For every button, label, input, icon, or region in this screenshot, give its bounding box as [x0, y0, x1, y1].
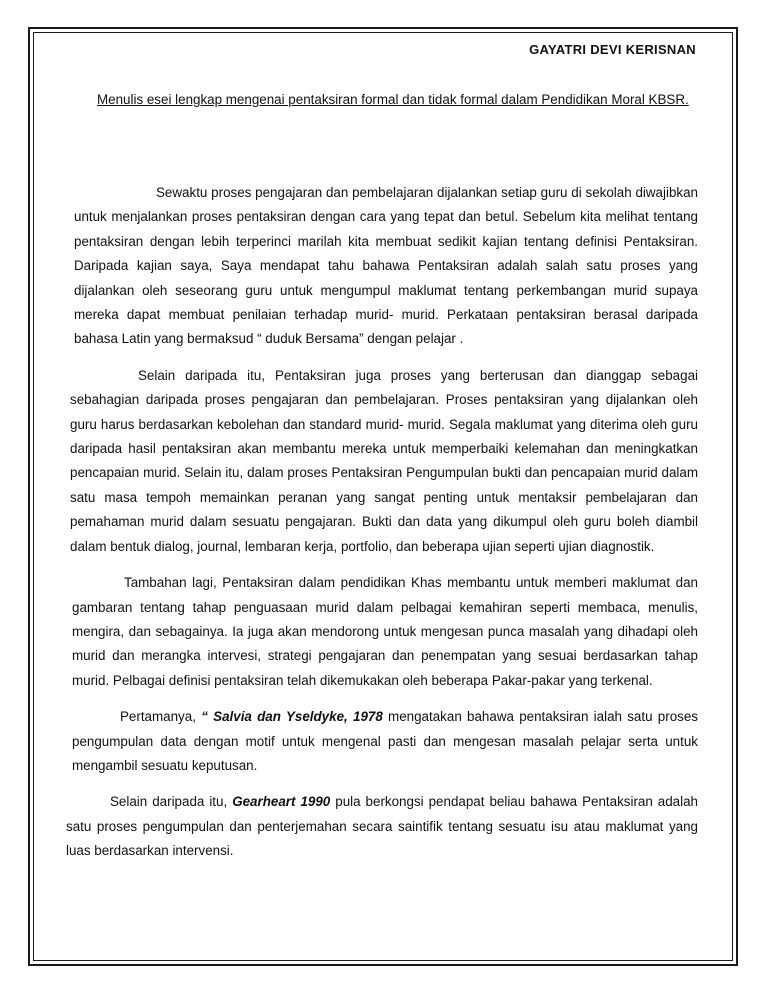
paragraph-text: pula berkongsi pendapat beliau bahawa Pentaksiran adalah satu proses pengumpulan dan penterjemahan secara saintifik tentang sesuatu isu atau maklumat yang luas berdasarkan intervensi.	[66, 794, 698, 859]
paragraph-text: Selain daripada itu, Pentaksiran juga proses yang berterusan dan dianggap sebagai sebahagian daripada proses pengajaran dan pembelajaran. Proses pentaksiran yang dijalankan oleh guru harus berdasarkan kebolehan dan standard murid- murid. Segala maklumat yang diterima oleh guru daripada hasil pentaksiran akan membantu mereka untuk memperbaiki kelemahan dan meningkatkan pencapaian murid. Selain itu, dalam proses Pentaksiran Pengumpulan bukti dan pencapaian murid dalam satu masa tempoh memainkan peranan yang sangat penting untuk mentaksir pembelajaran dan pemahaman murid dalam sesuatu pengajaran. Bukti dan data yang dikumpul oleh guru boleh diambil dalam bentuk dialog, journal, lembaran kerja, portfolio, dan beberapa ujian seperti ujian diagnostik.	[70, 367, 698, 554]
paragraph-text: Sewaktu proses pengajaran dan pembelajaran dijalankan setiap guru di sekolah diwajibkan untuk menjalankan proses pentaksiran dengan cara yang tepat dan betul. Sebelum kita melihat tentang pentaksiran dengan lebih terperinci marilah kita membuat sedikit kajian tentang definisi Pentaksiran. Daripada kajian saya, Saya mendapat tahu bahawa Pentaksiran adalah salah satu proses yang dijalankan oleh seseorang guru untuk mengumpul maklumat tentang perkembangan murid supaya mereka dapat membuat penilaian terhadap murid- murid. Perkataan pentaksiran berasal daripada bahasa Latin yang bermaksud “ duduk Bersama” dengan pelajar .	[74, 185, 698, 347]
paragraph-lead: Pertamanya,	[120, 709, 202, 725]
assignment-title: Menulis esei lengkap mengenai pentaksiran formal dan tidak formal dalam Pendidikan Moral KBSR.	[97, 92, 689, 107]
paragraph-text: mengatakan bahawa pentaksiran ialah satu proses pengumpulan data dengan motif untuk mengenal pasti dan mengesan masalah pelajar serta untuk mengambil sesuatu keputusan.	[72, 709, 699, 773]
essay-body	[66, 181, 699, 876]
essay-paragraph	[66, 790, 698, 863]
essay-paragraph	[70, 181, 698, 352]
essay-paragraph	[70, 705, 698, 778]
author-name: GAYATRI DEVI KERISNAN	[529, 42, 696, 57]
essay-paragraph	[70, 571, 698, 693]
citation: “ Salvia dan Yseldyke, 1978	[201, 709, 383, 725]
paragraph-text: Tambahan lagi, Pentaksiran dalam pendidikan Khas membantu untuk memberi maklumat dan gambaran tentang tahap penguasaan murid dalam pelbagai kemahiran seperti membaca, menulis, mengira, dan sebagainya. Ia juga akan mendorong untuk mengesan punca masalah yang dihadapi oleh murid dan merangka intervesi, strategi pengajaran dan penempatan yang sesuai berdasarkan tahap murid. Pelbagai definisi pentaksiran telah dikemukakan oleh beberapa Pakar-pakar yang terkenal.	[72, 575, 698, 688]
essay-paragraph	[70, 364, 698, 559]
paragraph-lead: Selain daripada itu,	[110, 794, 233, 810]
citation: Gearheart 1990	[232, 794, 331, 810]
